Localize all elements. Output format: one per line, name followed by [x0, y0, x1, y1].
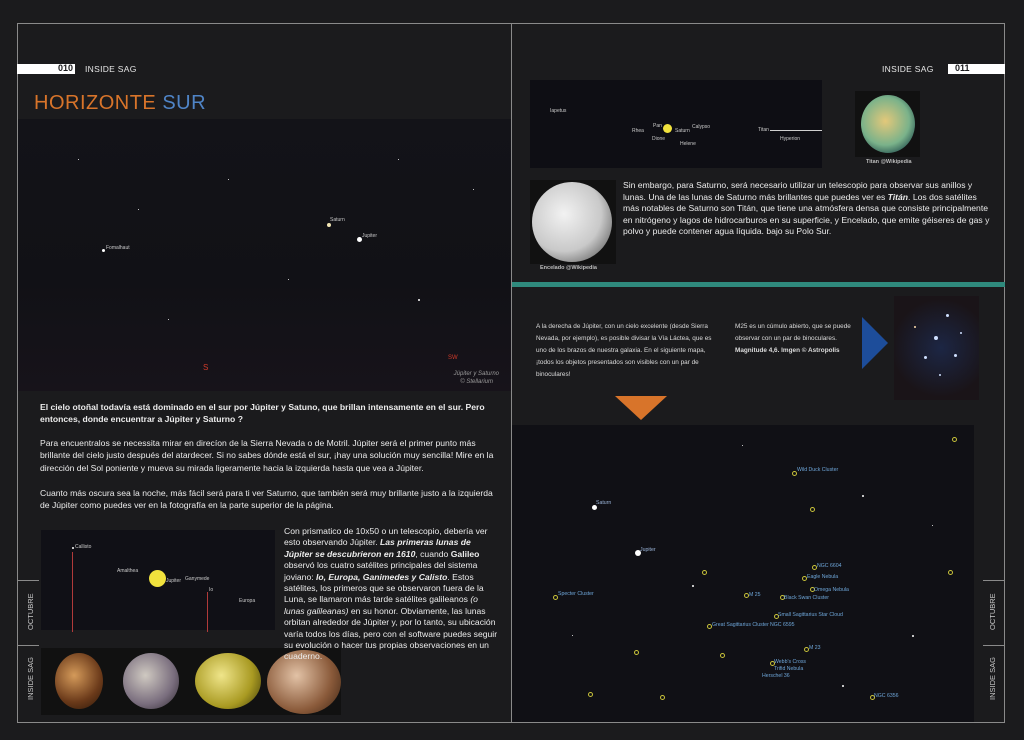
galilean-paragraph: [284, 526, 498, 663]
jupiter-diagram-label: Jupiter: [166, 578, 182, 584]
iapetus-label: Iapetus: [550, 108, 567, 114]
dso-marker: [588, 692, 593, 697]
background-star: [473, 189, 474, 190]
background-star: [742, 445, 743, 446]
calypso-label: Calypso: [692, 124, 711, 130]
intro-text: El cielo otoñal todavía está dominado en el sur por Júpiter y Satuno, que brillan intensamente en el sur. Pero entonces, donde encuentrar a Júpiter y Saturno ?: [40, 402, 485, 425]
dso-marker: [810, 507, 815, 512]
io-moon-image: [55, 653, 103, 709]
ngc6604-label: NGC 6604: [817, 563, 842, 569]
enceladus-moon: [532, 182, 612, 262]
galilean-text-5: observó los cuatro satélites principales del sistema joviano:: [284, 560, 478, 582]
ganymede-label: Ganymede: [185, 576, 210, 582]
title-part-1: HORIZONTE: [34, 92, 157, 114]
galilean-text-2: Las primeras lunas de Júpiter se descubrieron en 1610: [284, 537, 471, 559]
saturn-text-1: Sin embargo, para Saturno, será necesario utilizar un telescopio para observar sus anillos y lunas. Una de las lunas de Saturno más brillantes que puedes ver es: [623, 180, 973, 202]
paragraph-1: Para encuentralos se necessita mirar en direcíon de la Sierra Nevada o de Motril. Júpiter será el primer punto más brillante del cielo justo después del atardecer. Si no sabes dónde está el sur, ¡hay una solución muy sencilla! Mire en la dirección del Sol poniente y mueva su mirada ligeramente hacia la izquierda hasta que vea a Júpiter.: [40, 438, 494, 473]
europa-moon-image: [123, 653, 179, 709]
map-saturn-label: Saturn: [596, 500, 612, 506]
map-jupiter-label: Jupiter: [640, 547, 656, 553]
side-tab-divider: [17, 645, 39, 646]
m25-text-1: M25 es un cúmulo abierto, que se puede observar con un par de binoculares.: [735, 323, 851, 342]
galilean-text-4: Galileo: [450, 548, 480, 559]
saturn-text-titan: Titán: [887, 191, 909, 202]
saturn-star: [327, 223, 331, 227]
dso-marker: [952, 437, 957, 442]
sky-credit-2: © Stellarium: [460, 379, 493, 385]
titan-image: [855, 91, 920, 157]
webbs-cross-label: Webb's Cross: [774, 659, 807, 665]
galilean-text-1: Con prismatico de 10x50 o un telescopio, debería ver esto observando Júpiter.: [284, 526, 488, 548]
saturn-diagram-label: Saturn: [675, 128, 690, 134]
wild-duck-label: Wild Duck Cluster: [797, 467, 839, 473]
cluster-star: [939, 374, 941, 376]
galilean-text-7: . Estos satélites, los primeros que se observaron fuera de la Luna, se llamaron más tarde satélites galileanos: [284, 571, 484, 605]
galilean-text-6: Io, Europa, Ganimedes y Calisto: [316, 571, 448, 582]
running-title-right: INSIDE SAG: [882, 64, 934, 74]
m25-map-label: M 25: [749, 592, 761, 598]
jupiter-disk: [149, 570, 166, 587]
page-title: [34, 92, 206, 115]
cluster-star: [946, 314, 949, 317]
pan-label: Pan: [653, 123, 662, 129]
titan-moon: [861, 95, 915, 153]
background-star: [78, 159, 79, 160]
cluster-star: [960, 332, 962, 334]
deep-sky-map: [512, 425, 974, 722]
jupiter-moons-diagram: [41, 530, 275, 630]
right-arrow-icon: [862, 317, 888, 369]
saturn-text-2: . Los dos satélites más notables de Saturno son Titán, que tiene una atmósfera densa que consiste principalmente en nitrógeno y lagos de hidrocarburos en su superficie, y Encelado, que emite géiseres de gas y polvo y puede contener agua líquida. bajo su Polo Sur.: [623, 191, 990, 237]
dso-marker: [634, 650, 639, 655]
great-sag-label: Great Sagittarius Cluster: [712, 622, 769, 628]
m25-paragraph: [735, 321, 851, 357]
trifid-label: Trifid Nebula: [774, 666, 804, 672]
ganymede-moon-image: [195, 653, 261, 709]
ngc6356-label: NGC 6356: [874, 693, 899, 699]
background-star: [228, 179, 229, 180]
background-star: [932, 525, 933, 526]
m25-cluster-image: [894, 296, 979, 400]
background-star: [398, 159, 399, 160]
background-star: [912, 635, 914, 637]
eagle-label: Eagle Nebula: [807, 574, 839, 580]
enceladus-caption: Encelado @Wikipedia: [540, 265, 597, 271]
jupiter-label: Jupiter: [362, 233, 378, 239]
southern-sky-image: [18, 119, 511, 391]
saturn-disk: [663, 124, 672, 133]
helene-label: Helene: [680, 141, 696, 147]
side-tab-divider: [983, 645, 1005, 646]
page-number-right: 011: [955, 63, 970, 73]
callisto-dot: [72, 547, 74, 549]
background-star: [842, 685, 844, 687]
small-sag-label: Small Sagittarius Star Cloud: [778, 612, 843, 618]
page-number-left: 010: [58, 63, 74, 73]
background-star: [692, 585, 694, 587]
titan-label: Titan: [758, 127, 769, 133]
saturn-label: Saturn: [330, 217, 345, 223]
io-label: Io: [209, 587, 214, 593]
galilean-text-8: (o lunas galileanas): [284, 594, 478, 616]
spacer-cluster-label: Specter Cluster: [558, 591, 594, 597]
dso-marker: [702, 570, 707, 575]
europa-label: Europa: [239, 598, 256, 604]
omega-label: Omega Nebula: [814, 587, 849, 593]
dso-marker: [660, 695, 665, 700]
dso-marker: [948, 570, 953, 575]
enceladus-image: [530, 180, 616, 264]
dione-label: Dione: [652, 136, 666, 142]
pointer-line: [770, 130, 822, 131]
background-star: [418, 299, 420, 301]
saturn-moons-diagram: [530, 80, 822, 168]
rhea-label: Rhea: [632, 128, 644, 134]
titan-caption: Titan @Wikipedia: [866, 159, 912, 165]
down-arrow-icon: [615, 396, 667, 420]
cluster-star: [954, 354, 957, 357]
saturn-paragraph: [623, 180, 993, 238]
background-star: [288, 279, 289, 280]
callisto-label: Callisto: [75, 544, 92, 550]
side-tab-divider: [17, 580, 39, 581]
galilean-text-9: en su honor. Obviamente, las lunas orbitan alrededor de Júpiter y, por lo tanto, su ubicación varía todos los días, pero con el software puedes seguir su evolución o hacer tus propias observaciones en un cuaderno.: [284, 605, 498, 662]
fomalhaut-star: [102, 249, 105, 252]
background-star: [168, 319, 169, 320]
cluster-star: [924, 356, 927, 359]
side-tab-magazine-right: INSIDE SAG: [988, 657, 997, 700]
m23-label: M 23: [809, 645, 821, 651]
background-star: [138, 209, 139, 210]
pointer-line: [72, 552, 73, 632]
pointer-line: [207, 592, 208, 632]
amalthea-label: Amalthea: [117, 568, 139, 574]
cluster-star: [914, 326, 916, 328]
sky-credit-1: Júpiter y Saturno: [453, 371, 499, 377]
south-marker: S: [203, 363, 209, 372]
dso-marker: [720, 653, 725, 658]
paragraph-2: Cuanto más oscura sea la noche, más fácil será para ti ver Saturno, que también será muy brillante justo a la izquierda de Júpiter como puedes ver en la fotografía en la parte superior de la página.: [40, 488, 493, 511]
side-tab-magazine-left: INSIDE SAG: [26, 657, 35, 700]
running-title-left: INSIDE SAG: [85, 64, 137, 74]
cluster-star: [934, 336, 938, 340]
herschel36-label: Herschel 36: [762, 673, 790, 679]
background-star: [862, 495, 864, 497]
side-tab-month-left: OCTUBRE: [26, 593, 35, 630]
hyperion-label: Hyperion: [780, 136, 801, 142]
black-swan-label: Black Swan Cluster: [784, 595, 829, 601]
deep-sky-paragraph: A la derecha de Júpiter, con un cielo excelente (desde Sierra Nevada, por ejemplo), es posible divisar la Vía Láctea, que es uno de los brazos de nuestra galaxia. En el siguiente mapa, ¡todos los objetos presentados son visibles con un par de binoculares!: [536, 323, 712, 378]
section-divider: [512, 282, 1005, 287]
side-tab-divider: [983, 580, 1005, 581]
m25-text-2: Magnitude 4,6. Imgen © Astropolis: [735, 347, 840, 354]
southwest-marker: SW: [448, 355, 458, 361]
fomalhaut-label: Fomalhaut: [106, 245, 130, 251]
galilean-text-3: , cuando: [415, 548, 449, 559]
side-tab-month-right: OCTUBRE: [988, 593, 997, 630]
ngc6595-label: NGC 6595: [770, 622, 795, 628]
background-star: [572, 635, 573, 636]
title-part-2: SUR: [162, 92, 207, 114]
